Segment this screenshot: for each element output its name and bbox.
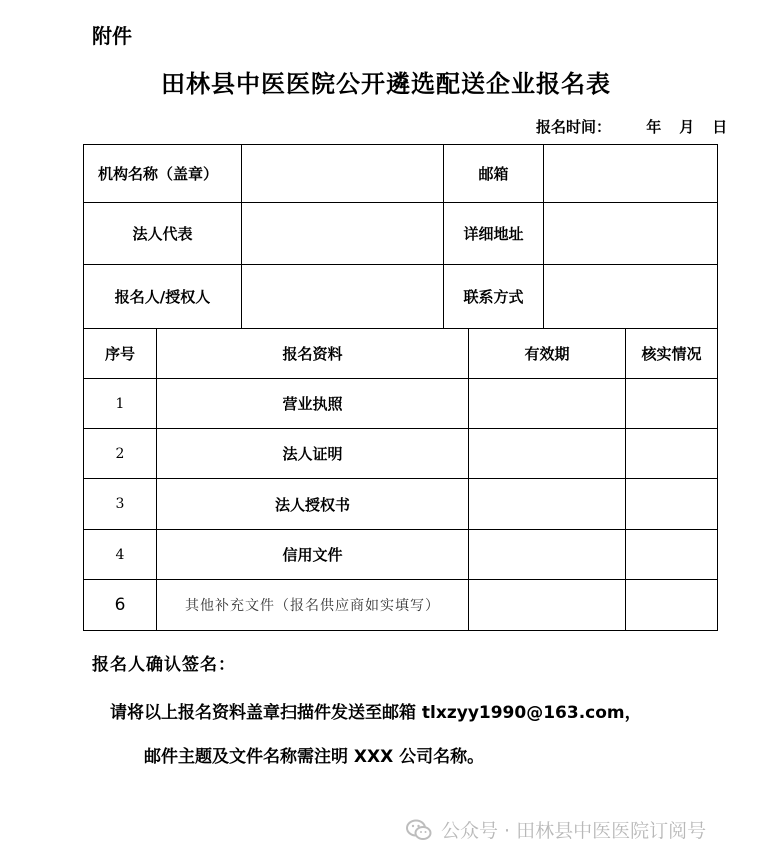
- row-doc-name: 法人授权书: [157, 479, 469, 530]
- row-doc-name: 法人证明: [157, 429, 469, 479]
- row-verify-field[interactable]: [626, 429, 718, 479]
- wechat-icon: [405, 818, 433, 842]
- row-doc-name: 其他补充文件（报名供应商如实填写）: [157, 580, 469, 631]
- row-validity-field[interactable]: [469, 479, 626, 530]
- day-label: 日: [712, 118, 730, 136]
- contact-label: 联系方式: [444, 265, 544, 329]
- row-verify-field[interactable]: [626, 580, 718, 631]
- watermark-text: 公众号 · 田林县中医医院订阅号: [441, 820, 707, 842]
- row-verify-field[interactable]: [626, 479, 718, 530]
- row-number: 4: [84, 530, 157, 580]
- month-label: 月: [679, 118, 697, 136]
- year-label: 年: [646, 118, 664, 136]
- table-row: [84, 530, 718, 580]
- row-validity-field[interactable]: [469, 429, 626, 479]
- signature-label: 报名人确认签名：: [92, 655, 236, 675]
- org-name-field[interactable]: [242, 145, 444, 203]
- col-header-validity: 有效期: [469, 329, 626, 379]
- col-header-docs: 报名资料: [157, 329, 469, 379]
- row-doc-name: 信用文件: [157, 530, 469, 580]
- row-number: 3: [84, 479, 157, 530]
- row-number: 1: [84, 379, 157, 429]
- table-row: [84, 479, 718, 530]
- table-row: [84, 429, 718, 479]
- documents-table: [83, 328, 718, 631]
- row-validity-field[interactable]: [469, 580, 626, 631]
- address-field[interactable]: [544, 203, 718, 265]
- legal-rep-label: 法人代表: [84, 203, 242, 265]
- row-doc-name: 营业执照: [157, 379, 469, 429]
- org-name-label: 机构名称（盖章）: [84, 145, 242, 203]
- applicant-label: 报名人/授权人: [84, 265, 242, 329]
- col-header-verify: 核实情况: [626, 329, 718, 379]
- email-field[interactable]: [544, 145, 718, 203]
- registration-time: [536, 116, 729, 137]
- table-row: [84, 379, 718, 429]
- row-verify-field[interactable]: [626, 530, 718, 580]
- email-instruction: 请将以上报名资料盖章扫描件发送至邮箱 tlxzyy1990@163.com，: [110, 703, 642, 723]
- row-verify-field[interactable]: [626, 379, 718, 429]
- email-label: 邮箱: [444, 145, 544, 203]
- registration-time-label: 报名时间：: [536, 118, 612, 136]
- table-row: [84, 580, 718, 631]
- row-validity-field[interactable]: [469, 530, 626, 580]
- address-label: 详细地址: [444, 203, 544, 265]
- row-validity-field[interactable]: [469, 379, 626, 429]
- applicant-field[interactable]: [242, 265, 444, 329]
- attachment-label: 附件: [92, 24, 132, 48]
- subject-instruction: 邮件主题及文件名称需注明 XXX 公司名称。: [144, 747, 485, 767]
- row-number: 6: [84, 580, 157, 631]
- form-title: 田林县中医医院公开遴选配送企业报名表: [161, 70, 611, 98]
- watermark: [405, 816, 706, 843]
- table-header-row: [84, 329, 718, 379]
- row-number: 2: [84, 429, 157, 479]
- col-header-no: 序号: [84, 329, 157, 379]
- legal-rep-field[interactable]: [242, 203, 444, 265]
- contact-field[interactable]: [544, 265, 718, 329]
- info-table: [83, 144, 718, 329]
